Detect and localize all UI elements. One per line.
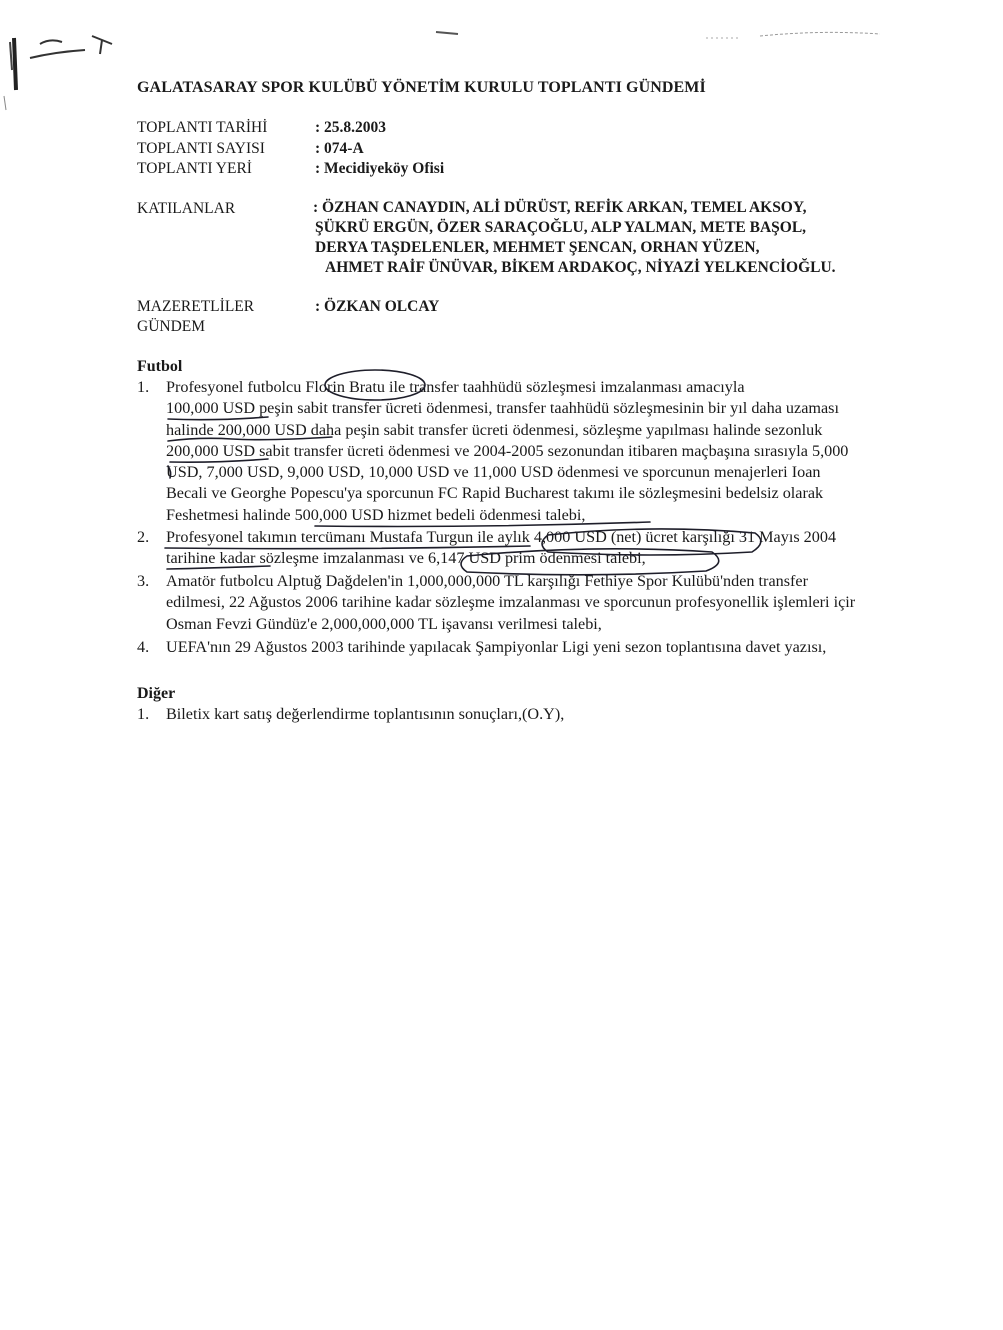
meeting-date-value: : 25.8.2003: [315, 119, 387, 136]
attendees-line: ŞÜKRÜ ERGÜN, ÖZER SARAÇOĞLU, ALP YALMAN, METE BAŞOL,: [315, 219, 807, 236]
document-title: GALATASARAY SPOR KULÜBÜ YÖNETİM KURULU TOPLANTI GÜNDEMİ: [137, 79, 706, 96]
agenda-item: [137, 377, 967, 527]
agenda-item-line: Profesyonel futbolcu Florin Bratu ile transfer taahhüdü sözleşmesi imzalanması amacıyla: [166, 378, 745, 396]
meeting-number-value: : 074-A: [315, 140, 364, 157]
excused-label: MAZERETLİLER: [137, 298, 255, 315]
agenda-item: [137, 637, 967, 659]
meeting-place-value: : Mecidiyeköy Ofisi: [315, 160, 445, 177]
meeting-place-label: TOPLANTI YERİ: [137, 160, 252, 177]
meeting-number-label: TOPLANTI SAYISI: [137, 140, 265, 157]
agenda-item-number: 1.: [137, 705, 150, 723]
meeting-date-label: TOPLANTI TARİHİ: [137, 119, 268, 136]
agenda-item-line: Biletix kart satış değerlendirme toplantısının sonuçları,(O.Y),: [166, 705, 565, 723]
agenda-item: [137, 571, 967, 635]
attendees-line: AHMET RAİF ÜNÜVAR, BİKEM ARDAKOÇ, NİYAZİ YELKENCİOĞLU.: [325, 259, 836, 276]
agenda-item-number: 4.: [137, 638, 150, 656]
agenda-item-line: tarihine kadar sözleşme imzalanması ve 6,147 USD prim ödenmesi talebi,: [166, 549, 646, 568]
agenda-item: [137, 527, 967, 571]
section-title-futbol: Futbol: [137, 358, 183, 375]
agenda-item-line: Feshetmesi halinde 500,000 USD hizmet bedeli ödenmesi talebi,: [166, 505, 586, 524]
agenda-item-line: Osman Fevzi Gündüz'e 2,000,000,000 TL işavansı verilmesi talebi,: [166, 614, 602, 633]
agenda-item-number: 2.: [137, 528, 150, 546]
agenda-item-line: 200,000 USD sabit transfer ücreti ödenmesi ve 2004-2005 sezonundan itibaren maçbaşına sırasıyla 5,000: [166, 441, 849, 460]
attendees-line: : ÖZHAN CANAYDIN, ALİ DÜRÜST, REFİK ARKAN, TEMEL AKSOY,: [313, 199, 807, 216]
agenda-item-line: Amatör futbolcu Alptuğ Dağdelen'in 1,000,000,000 TL karşılığı Fethiye Spor Kulübü'nden transfer: [166, 572, 808, 590]
agenda-item-number: 1.: [137, 378, 150, 396]
attendees-line: DERYA TAŞDELENLER, MEHMET ŞENCAN, ORHAN YÜZEN,: [315, 239, 760, 256]
excused-value: : ÖZKAN OLCAY: [315, 298, 440, 315]
agenda-item-line: edilmesi, 22 Ağustos 2006 tarihine kadar sözleşme imzalanması ve sporcunun profesyonellik işlemleri içir: [166, 593, 856, 612]
agenda-label: GÜNDEM: [137, 318, 206, 335]
scan-artifact-marks: [0, 0, 1003, 120]
agenda-item: [137, 704, 967, 726]
agenda-item-line: USD, 7,000 USD, 9,000 USD, 10,000 USD ve 11,000 USD ödenmesi ve sporcunun menajerleri Ioan: [166, 463, 821, 482]
agenda-item-line: Becali ve Georghe Popescu'ya sporcunun FC Rapid Bucharest takımı ile sözleşmesini bedelsiz olarak: [166, 484, 824, 503]
section-title-diger: Diğer: [137, 685, 176, 702]
agenda-item-number: 3.: [137, 572, 150, 590]
agenda-item-line: 100,000 USD peşin sabit transfer ücreti ödenmesi, transfer taahhüdü sözleşmesinin bir yıl daha uzaması: [166, 399, 839, 418]
agenda-item-line: Profesyonel takımın tercümanı Mustafa Turgun ile aylık 4,000 USD (net) ücret karşılığı 31 Mayıs 2004: [166, 528, 837, 546]
attendees-label: KATILANLAR: [137, 200, 236, 217]
agenda-item-line: halinde 200,000 USD daha peşin sabit transfer ücreti ödenmesi, sözleşme yapılması halinde sezonluk: [166, 420, 823, 439]
agenda-item-line: UEFA'nın 29 Ağustos 2003 tarihinde yapılacak Şampiyonlar Ligi yeni sezon toplantısına davet yazısı,: [166, 638, 827, 656]
